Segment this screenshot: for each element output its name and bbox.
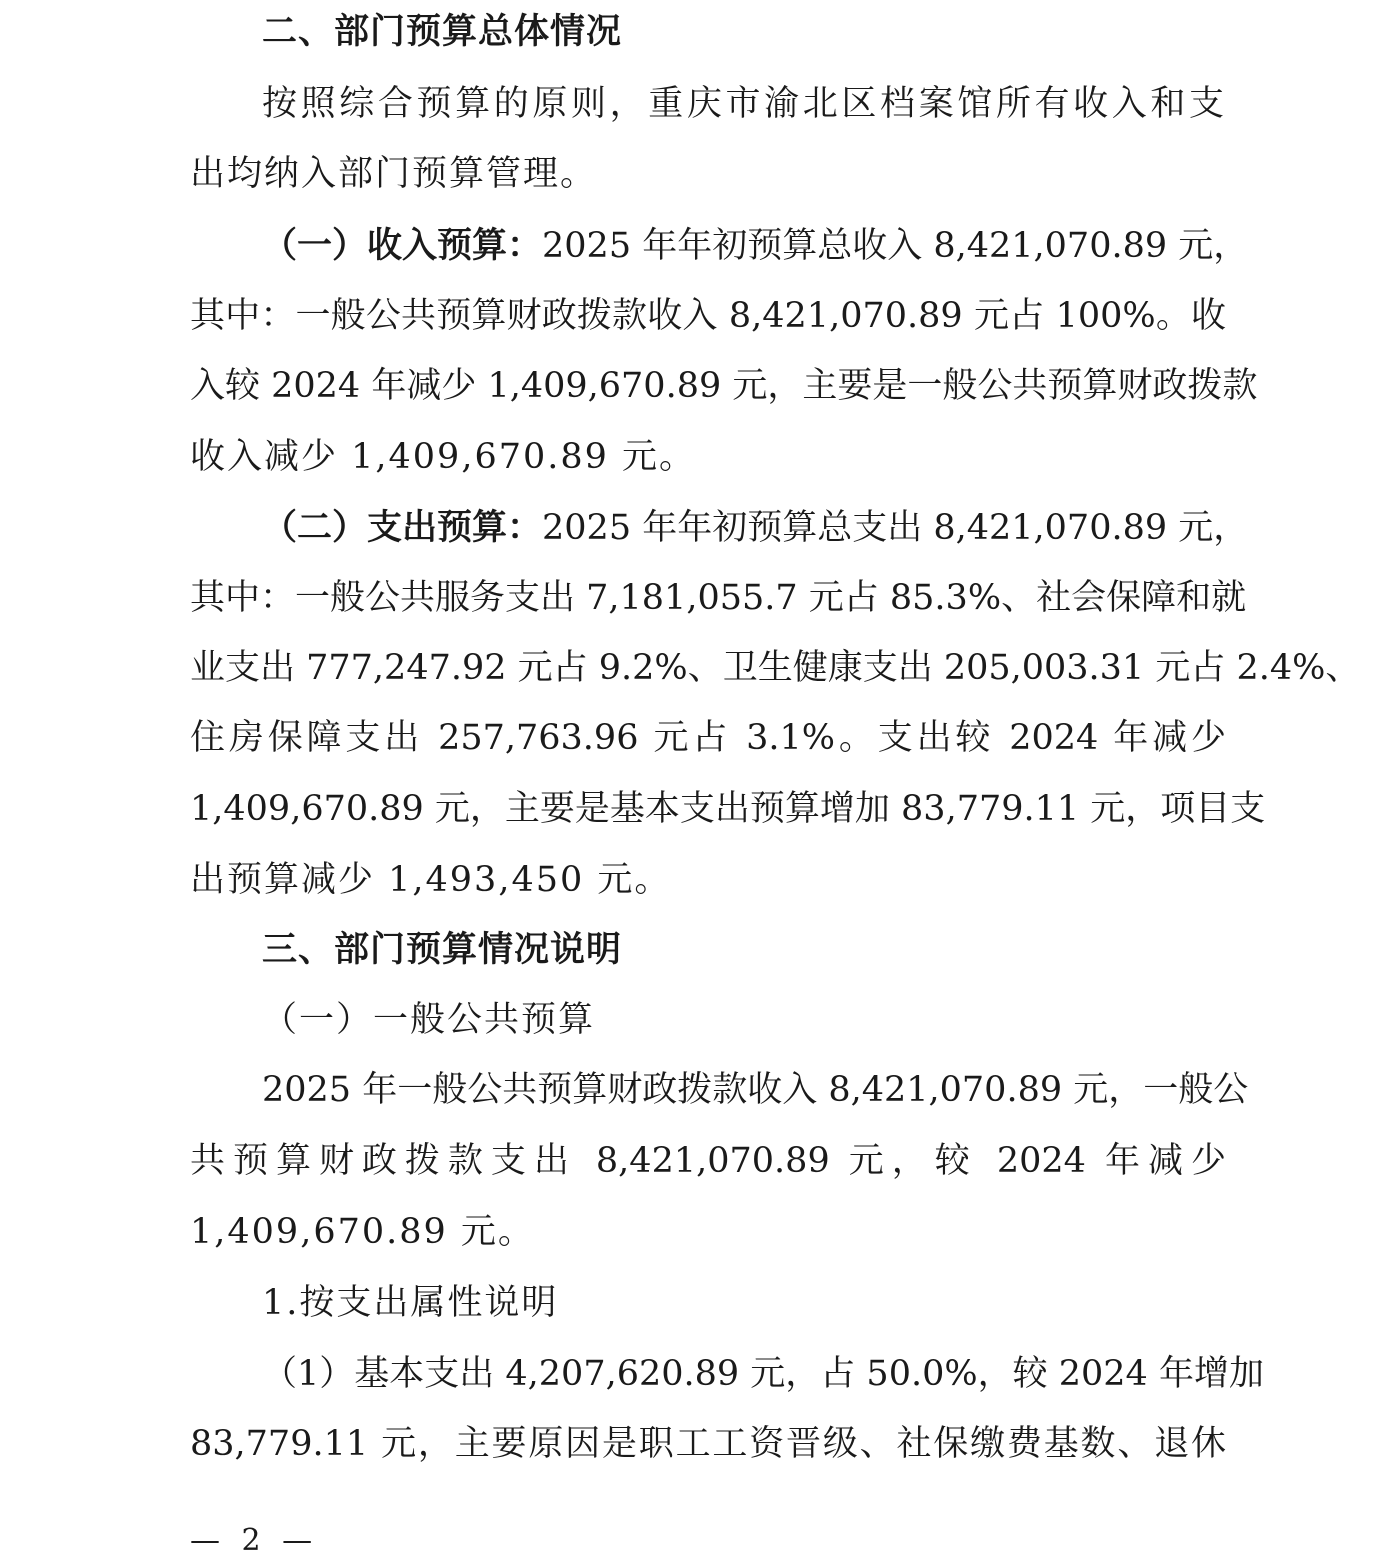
section-heading: 二、部门预算总体情况 — [262, 12, 623, 52]
page-number: — 2 — — [190, 1523, 319, 1558]
paragraph-line: 按照综合预算的原则，重庆市渝北区档案馆所有收入和支 — [262, 84, 1224, 124]
income-paragraph-first-line — [262, 226, 1248, 266]
paragraph-line: 1,409,670.89 元，主要是基本支出预算增加 83,779.11 元，项目支 — [190, 789, 1266, 829]
item-heading: 1.按支出属性说明 — [262, 1283, 559, 1323]
expense-paragraph-first-line — [262, 508, 1248, 548]
subsection-heading: （一）一般公共预算 — [262, 1000, 596, 1040]
paragraph-line: 1,409,670.89 元。 — [190, 1212, 535, 1252]
paragraph-line: 住房保障支出 257,763.96 元占 3.1%。支出较 2024 年减少 — [190, 718, 1226, 758]
paragraph-line: 83,779.11 元，主要原因是职工工资晋级、社保缴费基数、退休 — [190, 1424, 1226, 1464]
paragraph-line: 收入减少 1,409,670.89 元。 — [190, 437, 697, 477]
paragraph-line: 2025 年一般公共预算财政拨款收入 8,421,070.89 元，一般公 — [262, 1070, 1249, 1110]
expense-text: 2025 年年初预算总支出 8,421,070.89 元， — [542, 508, 1249, 548]
paragraph-line: 业支出 777,247.92 元占 9.2%、卫生健康支出 205,003.31 元占 2.4%、 — [190, 648, 1361, 688]
income-text: 2025 年年初预算总收入 8,421,070.89 元， — [542, 226, 1249, 266]
paragraph-line: 共预算财政拨款支出 8,421,070.89 元，较 2024 年减少 — [190, 1141, 1226, 1181]
paragraph-line: 其中：一般公共服务支出 7,181,055.7 元占 85.3%、社会保障和就 — [190, 578, 1247, 618]
paragraph-line: （1）基本支出 4,207,620.89 元，占 50.0%，较 2024 年增加 — [262, 1354, 1264, 1394]
section-heading: 三、部门预算情况说明 — [262, 930, 623, 970]
income-label: （一）收入预算： — [262, 226, 543, 266]
paragraph-line: 出均纳入部门预算管理。 — [190, 154, 598, 194]
paragraph-line: 入较 2024 年减少 1,409,670.89 元，主要是一般公共预算财政拨款 — [190, 366, 1258, 406]
expense-label: （二）支出预算： — [262, 508, 543, 548]
paragraph-line: 其中：一般公共预算财政拨款收入 8,421,070.89 元占 100%。收 — [190, 296, 1226, 336]
paragraph-line: 出预算减少 1,493,450 元。 — [190, 860, 672, 900]
